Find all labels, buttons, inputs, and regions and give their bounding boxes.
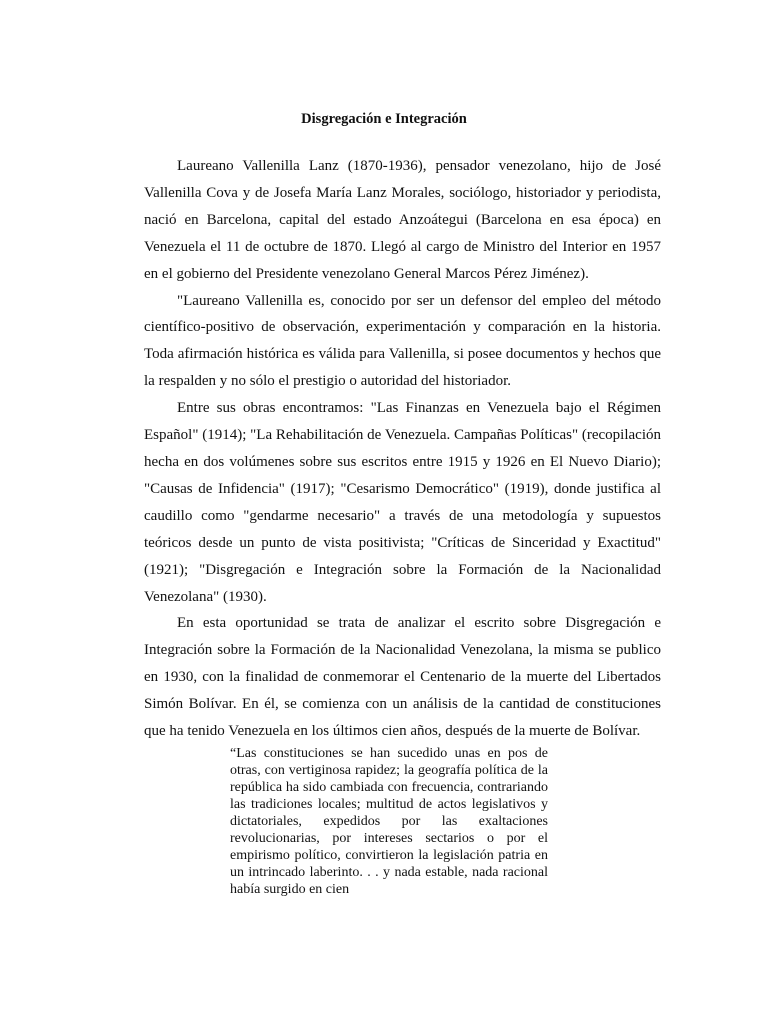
document-body xyxy=(144,153,661,898)
document-title: Disgregación e Integración xyxy=(301,111,467,127)
paragraph-biography: Laureano Vallenilla Lanz (1870-1936), pensador venezolano, hijo de José Vallenilla Cova y de Josefa María Lanz Morales, sociólogo, historiador y periodista, nació en Barcelona, capital del estado Anzoátegui (Barcelona en esa época) en Venezuela el 11 de octubre de 1870. Llegó al cargo de Ministro del Interior en 1957 en el gobierno del Presidente venezolano General Marcos Pérez Jiménez). xyxy=(144,158,661,282)
block-quote: “Las constituciones se han sucedido unas en pos de otras, con vertiginosa rapidez; la geografía política de la república ha sido cambiada con frecuencia, contrariando las tradiciones locales; multitud de actos legislativos y dictatoriales, expedidos por las exaltaciones revolucionarias, por intereses sectarios o por el empirismo político, convirtieron la legislación patria en un intrincado laberinto. . . y nada estable, nada racional había surgido en cien xyxy=(230,745,548,897)
paragraph-analysis: En esta oportunidad se trata de analizar el escrito sobre Disgregación e Integración sobre la Formación de la Nacionalidad Venezolana, la misma se publico en 1930, con la finalidad de conmemorar el Centenario de la muerte del Libertados Simón Bolívar. En él, se comienza con un análisis de la cantidad de constituciones que ha tenido Venezuela en los últimos cien años, después de la muerte de Bolívar. xyxy=(144,615,661,740)
paragraph-method: "Laureano Vallenilla es, conocido por ser un defensor del empleo del método científico-positivo de observación, experimentación y comparación en la historia. Toda afirmación histórica es válida para Vallenilla, si posee documentos y hechos que la respalden y no sólo el prestigio o autoridad del historiador. xyxy=(144,292,661,390)
paragraph-works: Entre sus obras encontramos: "Las Finanzas en Venezuela bajo el Régimen Español" (1914); "La Rehabilitación de Venezuela. Campañas Políticas" (recopilación hecha en dos volúmenes sobre sus escritos entre 1915 y 1926 en El Nuevo Diario); "Causas de Infidencia" (1917); "Cesarismo Democrático" (1919), donde justifica al caudillo como "gendarme necesario" a través de una metodología y supuestos teóricos desde un punto de vista positivista; "Críticas de Sinceridad y Exactitud" (1921); "Disgregación e Integración sobre la Formación de la Nacionalidad Venezolana" (1930). xyxy=(144,400,661,605)
